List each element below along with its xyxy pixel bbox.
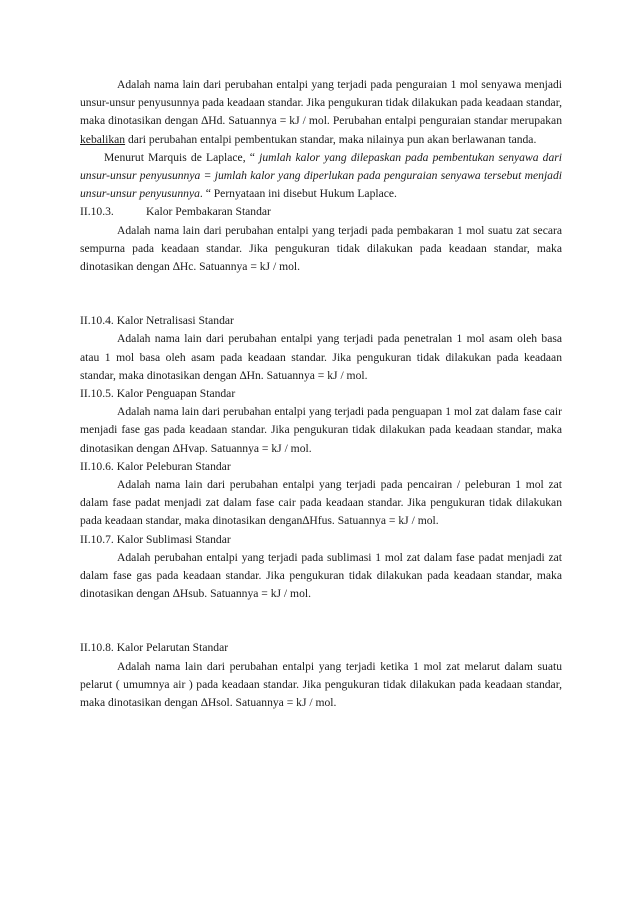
document-page bbox=[80, 76, 562, 712]
laplace-italic-quote: jumlah kalor yang dilepaskan pada pembentukan senyawa dari unsur-unsur penyusunnya = jumlah kalor yang diperlukan pada penguraian senyawa tersebut menjadi unsur-unsur penyusunnya bbox=[80, 150, 562, 201]
neutralization-heading: II.10.4. Kalor Netralisasi Standar bbox=[80, 314, 234, 328]
solution-heading: II.10.8. Kalor Pelarutan Standar bbox=[80, 641, 229, 655]
combustion-number: II.10.3. bbox=[80, 205, 114, 219]
sublimation-paragraph: Adalah perubahan entalpi yang terjadi pada sublimasi 1 mol zat dalam fase padat menjadi zat dalam fase gas pada keadaan standar. Jika pengukuran tidak dilakukan pada keadaan standar, maka dinotasikan dengan ∆Hsub. Satuannya = kJ / mol. bbox=[80, 550, 562, 601]
laplace-text-a: Menurut Marquis de Laplace, “ bbox=[104, 150, 260, 164]
section-spacer-2 bbox=[80, 603, 562, 639]
fusion-paragraph: Adalah nama lain dari perubahan entalpi yang terjadi pada pencairan / peleburan 1 mol zat dalam fase padat menjadi zat dalam fase cair pada keadaan standar. Jika pengukuran tidak dilakukan pada keadaan standar, maka dinotasikan dengan∆Hfus. Satuannya = kJ / mol. bbox=[80, 478, 562, 528]
section-spacer bbox=[80, 276, 562, 312]
laplace-paragraph bbox=[80, 149, 562, 204]
fusion-heading: II.10.6. Kalor Peleburan Standar bbox=[80, 459, 231, 473]
combustion-heading bbox=[80, 203, 562, 221]
combustion-paragraph: Adalah nama lain dari perubahan entalpi yang terjadi pada pembakaran 1 mol suatu zat secara sempurna pada keadaan standar. Jika pengukuran tidak dilakukan pada keadaan standar, maka dinotasikan dengan ∆Hc. Satuannya = kJ / mol. bbox=[80, 223, 562, 274]
decomposition-text-b: dari perubahan entalpi pembentukan standar, maka nilainya pun akan berlawanan tanda. bbox=[125, 132, 537, 146]
underlined-word: kebalikan bbox=[80, 132, 126, 146]
vaporization-paragraph: Adalah nama lain dari perubahan entalpi yang terjadi pada penguapan 1 mol zat dalam fase cair menjadi fase gas pada keadaan standar. Jika pengukuran tidak dilakukan pada keadaan standar, maka dinotasikan dengan ∆Hvap. Satuannya = kJ / mol. bbox=[80, 405, 562, 455]
laplace-text-b: . “ Pernyataan ini disebut Hukum Laplace. bbox=[199, 187, 397, 201]
combustion-title: Kalor Pembakaran Standar bbox=[146, 205, 271, 219]
vaporization-heading: II.10.5. Kalor Penguapan Standar bbox=[80, 387, 236, 401]
solution-paragraph: Adalah nama lain dari perubahan entalpi yang terjadi ketika 1 mol zat melarut dalam suatu pelarut ( umumnya air ) pada keadaan standar. Jika pengukuran tidak dilakukan pada keadaan standar, maka dinotasikan dengan ∆Hsol. Satuannya = kJ / mol. bbox=[80, 659, 562, 710]
decomposition-text-a: Adalah nama lain dari perubahan entalpi yang terjadi pada penguraian 1 mol senyawa menjadi unsur-unsur penyusunnya pada keadaan standar. Jika pengukuran tidak dilakukan pada keadaan standar, maka dinotasikan dengan ∆Hd. Satuannya = kJ / mol. Perubahan entalpi penguraian standar merupakan bbox=[80, 78, 562, 128]
decomposition-paragraph bbox=[80, 76, 562, 149]
neutralization-paragraph: Adalah nama lain dari perubahan entalpi yang terjadi pada penetralan 1 mol asam oleh basa atau 1 mol basa oleh asam pada keadaan standar. Jika pengukuran tidak dilakukan pada keadaan standar, maka dinotasikan dengan ∆Hn. Satuannya = kJ / mol. bbox=[80, 332, 562, 382]
sublimation-heading: II.10.7. Kalor Sublimasi Standar bbox=[80, 532, 231, 546]
